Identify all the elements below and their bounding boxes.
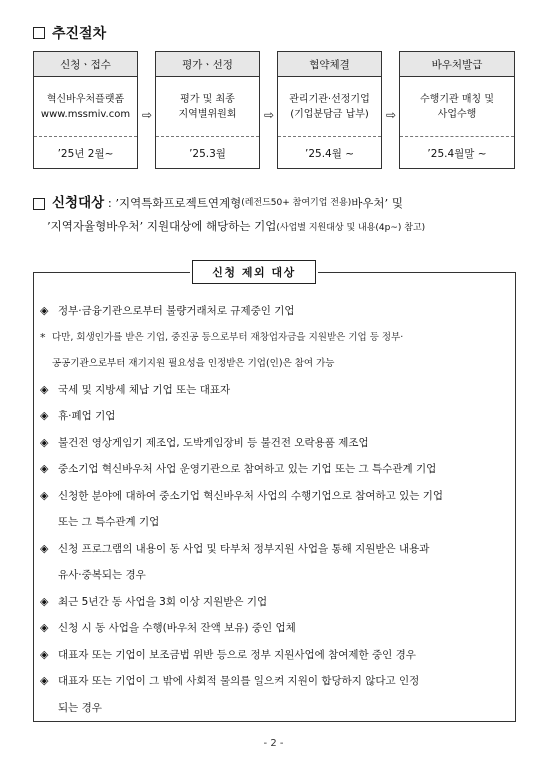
exclusion-item — [40, 509, 510, 536]
target-colon: : — [104, 196, 116, 210]
exclusion-item-text: 신청한 분야에 대하여 중소기업 혁신바우처 사업의 수행기업으로 참여하고 있는 기업 — [58, 489, 444, 502]
exclusion-item-text: 유사·중복되는 경우 — [58, 569, 146, 581]
target-label: 신청대상 — [52, 195, 105, 211]
step-date: ’25.4월 ~ — [278, 136, 381, 169]
step-header: 평가ㆍ선정 — [156, 52, 259, 77]
right-arrow-icon: ⇨ — [385, 108, 397, 122]
page-number: - 2 - — [263, 738, 284, 749]
step-body-line: 수행기관 매칭 및 — [420, 93, 494, 105]
target-note: (레전드50+ 참여기업 전용) — [241, 198, 352, 208]
process-step-2 — [155, 51, 260, 169]
empty-square-icon — [33, 198, 45, 210]
step-date: ’25.4월말 ~ — [400, 136, 514, 169]
exclusion-list — [40, 298, 510, 721]
step-body — [34, 77, 137, 136]
exclusion-item — [40, 483, 510, 510]
process-step-3 — [277, 51, 382, 169]
exclusion-item-text: 신청 프로그램의 내용이 동 사업 및 타부처 정부지원 사업을 통해 지원받은 내용과 — [58, 542, 430, 555]
exclusion-item-text: 또는 그 특수관계 기업 — [58, 516, 160, 528]
target-text: 바우처’ 및 — [351, 196, 403, 210]
exclusion-item-text: 정부·금융기관으로부터 불량거래처로 규제중인 기업 — [58, 305, 295, 317]
right-arrow-icon: ⇨ — [263, 108, 275, 122]
exclusion-item — [40, 642, 510, 669]
target-line — [33, 192, 515, 215]
exclusion-item — [40, 695, 510, 722]
exclusion-item — [40, 668, 510, 695]
exclusion-item-text: 되는 경우 — [58, 701, 102, 714]
exclusion-title-wrap — [190, 260, 318, 284]
step-body-line: (기업분담금 납부) — [290, 108, 369, 120]
target-note: (사업별 지원대상 및 내용(4p~) 참고) — [276, 223, 426, 233]
exclusion-item — [40, 403, 510, 430]
step-date: ’25.3월 — [156, 136, 259, 169]
step-body-line: www.mssmiv.com — [40, 108, 131, 120]
exclusion-item-text: 최근 5년간 동 사업을 3회 이상 지원받은 기업 — [58, 595, 268, 608]
target-text: ’지역자율형바우처’ 지원대상에 해당하는 기업 — [47, 219, 277, 233]
exclusion-item — [40, 615, 510, 642]
exclusion-item — [40, 430, 510, 457]
step-body-line: 관리기관·선정기업 — [289, 93, 370, 105]
step-header: 바우처발급 — [400, 52, 514, 77]
asterisk-note-icon: * — [40, 330, 46, 344]
process-flow — [33, 51, 515, 169]
exclusion-item-text: 불건전 영상게임기 제조업, 도박게임장비 등 불건전 오락용품 제조업 — [58, 436, 369, 449]
exclusion-item — [40, 325, 510, 351]
exclusion-item — [40, 562, 510, 589]
exclusion-item-text: 중소기업 혁신바우처 사업 운영기관으로 참여하고 있는 기업 또는 그 특수관계 기업 — [58, 463, 437, 475]
diamond-bullet-icon: ◈ — [40, 621, 49, 634]
diamond-bullet-icon: ◈ — [40, 674, 49, 687]
exclusion-item — [40, 536, 510, 563]
exclusion-item-text: 신청 시 동 사업을 수행(바우처 잔액 보유) 중인 업체 — [58, 622, 296, 634]
target-line — [33, 215, 515, 240]
diamond-bullet-icon: ◈ — [40, 541, 49, 555]
diamond-bullet-icon: ◈ — [40, 594, 49, 608]
exclusion-item — [40, 351, 510, 377]
section-heading-procedure — [33, 23, 106, 43]
exclusion-item-text: 대표자 또는 기업이 그 밖에 사회적 물의를 일으켜 지원이 합당하지 않다고 인정 — [58, 675, 420, 687]
exclusion-item — [40, 298, 510, 325]
exclusion-title: 신청 제외 대상 — [192, 260, 316, 284]
step-body — [400, 77, 514, 136]
exclusion-item — [40, 377, 510, 404]
step-header: 협약체결 — [278, 52, 381, 77]
diamond-bullet-icon: ◈ — [40, 382, 49, 396]
diamond-bullet-icon: ◈ — [40, 647, 49, 661]
step-body-line: 사업수행 — [437, 108, 477, 120]
diamond-bullet-icon: ◈ — [40, 409, 49, 422]
diamond-bullet-icon: ◈ — [40, 462, 49, 475]
empty-square-icon — [33, 27, 45, 39]
exclusion-item — [40, 589, 510, 616]
step-header: 신청ㆍ접수 — [34, 52, 137, 77]
step-body — [278, 77, 381, 136]
process-step-4 — [399, 51, 515, 169]
diamond-bullet-icon: ◈ — [40, 304, 49, 317]
exclusion-item-text: 국세 및 지방세 체납 기업 또는 대표자 — [58, 383, 231, 396]
step-body-line: 혁신바우처플랫폼 — [46, 93, 125, 105]
process-step-1 — [33, 51, 138, 169]
step-body — [156, 77, 259, 136]
application-target — [33, 192, 515, 240]
exclusion-item-text: 다만, 회생인가를 받은 기업, 중진공 등으로부터 재창업자금을 지원받은 기업 등 정부· — [52, 331, 404, 343]
step-date: ’25년 2월~ — [34, 136, 137, 169]
target-text: ’지역특화프로젝트연계형 — [115, 196, 242, 210]
step-body-line: 평가 및 최종 — [180, 93, 235, 105]
diamond-bullet-icon: ◈ — [40, 488, 49, 502]
exclusion-item-text: 대표자 또는 기업이 보조금법 위반 등으로 정부 지원사업에 참여제한 중인 경우 — [58, 648, 416, 661]
exclusion-item-text: 공공기관으로부터 재기지원 필요성을 인정받은 기업(인)은 참여 가능 — [52, 357, 335, 369]
exclusion-item-text: 휴·폐업 기업 — [58, 410, 116, 422]
section-title: 추진절차 — [52, 26, 107, 42]
step-body-line: 지역별위원회 — [178, 108, 237, 120]
exclusion-item — [40, 456, 510, 483]
right-arrow-icon: ⇨ — [141, 108, 153, 122]
diamond-bullet-icon: ◈ — [40, 435, 49, 449]
